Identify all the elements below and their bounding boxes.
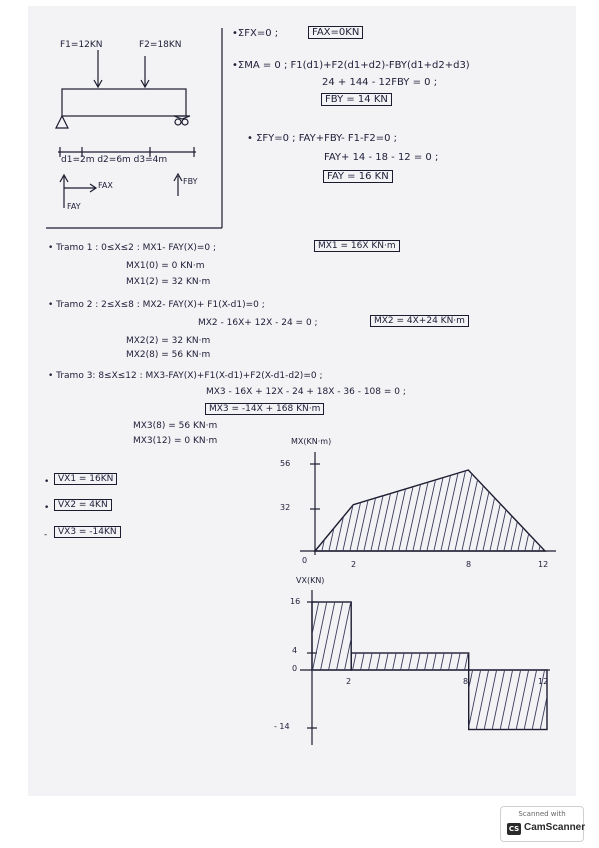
tramo1-value-2: MX1(2) = 32 KN·m — [126, 277, 211, 287]
tramo2-value-2: MX2(2) = 32 KN·m — [126, 336, 211, 346]
moment-xtick-8: 8 — [466, 560, 472, 569]
shear-hatch-line — [506, 596, 536, 740]
tramo3-value-12: MX3(12) = 0 KN·m — [133, 436, 218, 446]
tramo3-equation-line2: MX3 - 16X + 12X - 24 + 18X - 36 - 108 = 0 ; — [206, 387, 406, 397]
moment-ytick-32: 32 — [280, 503, 291, 512]
shear-xtick-2: 2 — [346, 677, 352, 686]
shear-hatch-line — [530, 596, 560, 740]
shear-value-vx3: VX3 = -14KN — [54, 526, 121, 538]
shear-hatch-line — [434, 596, 464, 740]
shear-hatch-line — [570, 596, 599, 740]
shear-hatch-line — [490, 596, 520, 740]
moment-xtick-0: 0 — [302, 556, 308, 565]
moment-xtick-12: 12 — [538, 560, 549, 569]
tramo1-value-0: MX1(0) = 0 KN·m — [126, 261, 205, 271]
shear-hatch-line — [458, 596, 488, 740]
reaction-label-fay: FAY — [67, 202, 81, 211]
shear-hatch-line — [378, 596, 408, 740]
reaction-label-fby: FBY — [183, 177, 198, 186]
shear-hatch-line — [370, 596, 400, 740]
shear-hatch-line — [450, 596, 480, 740]
force-label-f1: F1=12KN — [60, 40, 103, 50]
eq-sum-fx: •ΣFX=0 ; — [232, 28, 279, 39]
camscanner-badge — [500, 806, 584, 842]
moment-axis-label: MX(KN·m) — [291, 437, 332, 446]
shear-hatch-line — [394, 596, 424, 740]
shear-hatch-line — [426, 596, 456, 740]
tramo2-equation-line2: MX2 - 16X+ 12X - 24 = 0 ; — [198, 318, 318, 328]
shear-hatch-line — [474, 596, 504, 740]
shear-block-3 — [469, 670, 547, 730]
scanner-brand: CamScanner — [524, 822, 586, 833]
eq-sum-ma: •ΣMA = 0 ; F1(d1)+F2(d1+d2)-FBY(d1+d2+d3) — [232, 60, 470, 71]
shear-hatch-line — [498, 596, 528, 740]
shear-ytick-neg14: - 14 — [274, 722, 290, 731]
shear-hatch-line — [362, 596, 392, 740]
shear-ytick-4: 4 — [292, 646, 298, 655]
result-fby: FBY = 14 KN — [321, 93, 392, 106]
tramo2-equation: • Tramo 2 : 2≤X≤8 : MX2- FAY(X)+ F1(X-d1)=0 ; — [48, 300, 265, 310]
shear-hatch-line — [546, 596, 576, 740]
shear-hatch-line — [322, 596, 352, 740]
camscanner-logo-icon: CS — [508, 825, 520, 833]
shear-hatch-line — [538, 596, 568, 740]
tramo2-value-8: MX2(8) = 56 KN·m — [126, 350, 211, 360]
bullet-vx1: • — [44, 477, 50, 487]
shear-value-vx2: VX2 = 4KN — [54, 499, 112, 511]
shear-hatch-line — [306, 596, 336, 740]
shear-axis-label: VX(KN) — [296, 576, 325, 585]
shear-xtick-12: 12 — [538, 677, 549, 686]
shear-hatch-line — [442, 596, 472, 740]
shear-hatch-line — [562, 596, 592, 740]
bullet-vx3: - — [44, 530, 48, 540]
tramo3-result: MX3 = -14X + 168 KN·m — [205, 403, 324, 415]
shear-hatch-line — [578, 596, 599, 740]
shear-hatch-line — [554, 596, 584, 740]
tramo3-value-8: MX3(8) = 56 KN·m — [133, 421, 218, 431]
shear-hatch-line — [514, 596, 544, 740]
shear-hatch — [290, 596, 599, 740]
scanner-caption: Scanned with — [518, 810, 566, 818]
shear-xtick-8: 8 — [463, 677, 469, 686]
shear-hatch-line — [466, 596, 496, 740]
shear-hatch-line — [298, 596, 328, 740]
shear-block-1 — [312, 602, 351, 670]
tramo1-result: MX1 = 16X KN·m — [314, 240, 400, 252]
dimension-labels: d1=2m d2=6m d3=4m — [61, 155, 168, 165]
result-fax: FAX=0KN — [308, 26, 363, 39]
force-label-f2: F2=18KN — [139, 40, 182, 50]
tramo3-equation: • Tramo 3: 8≤X≤12 : MX3-FAY(X)+F1(X-d1)+F2(X-d1-d2)=0 ; — [48, 371, 323, 381]
eq-sum-fy-line2: FAY+ 14 - 18 - 12 = 0 ; — [324, 152, 439, 163]
bullet-vx2: • — [44, 503, 50, 513]
shear-hatch-line — [346, 596, 376, 740]
eq-sum-fy: • ΣFY=0 ; FAY+FBY- F1-F2=0 ; — [247, 133, 398, 144]
shear-ytick-16: 16 — [290, 597, 301, 606]
shear-hatch-line — [330, 596, 360, 740]
eq-sum-ma-line2: 24 + 144 - 12FBY = 0 ; — [322, 77, 438, 88]
shear-hatch-line — [354, 596, 384, 740]
moment-ytick-56: 56 — [280, 459, 291, 468]
shear-hatch-line — [402, 596, 432, 740]
shear-hatch-line — [482, 596, 512, 740]
shear-ytick-0: 0 — [292, 664, 298, 673]
moment-xtick-2: 2 — [351, 560, 357, 569]
result-fay: FAY = 16 KN — [323, 170, 393, 183]
shear-value-vx1: VX1 = 16KN — [54, 473, 117, 485]
shear-hatch-line — [314, 596, 344, 740]
reaction-label-fax: FAX — [98, 181, 113, 190]
tramo2-result: MX2 = 4X+24 KN·m — [370, 315, 469, 327]
tramo1-equation: • Tramo 1 : 0≤X≤2 : MX1- FAY(X)=0 ; — [48, 243, 217, 253]
shear-hatch-line — [418, 596, 448, 740]
shear-hatch-line — [386, 596, 416, 740]
shear-hatch-line — [338, 596, 368, 740]
shear-hatch-line — [410, 596, 440, 740]
